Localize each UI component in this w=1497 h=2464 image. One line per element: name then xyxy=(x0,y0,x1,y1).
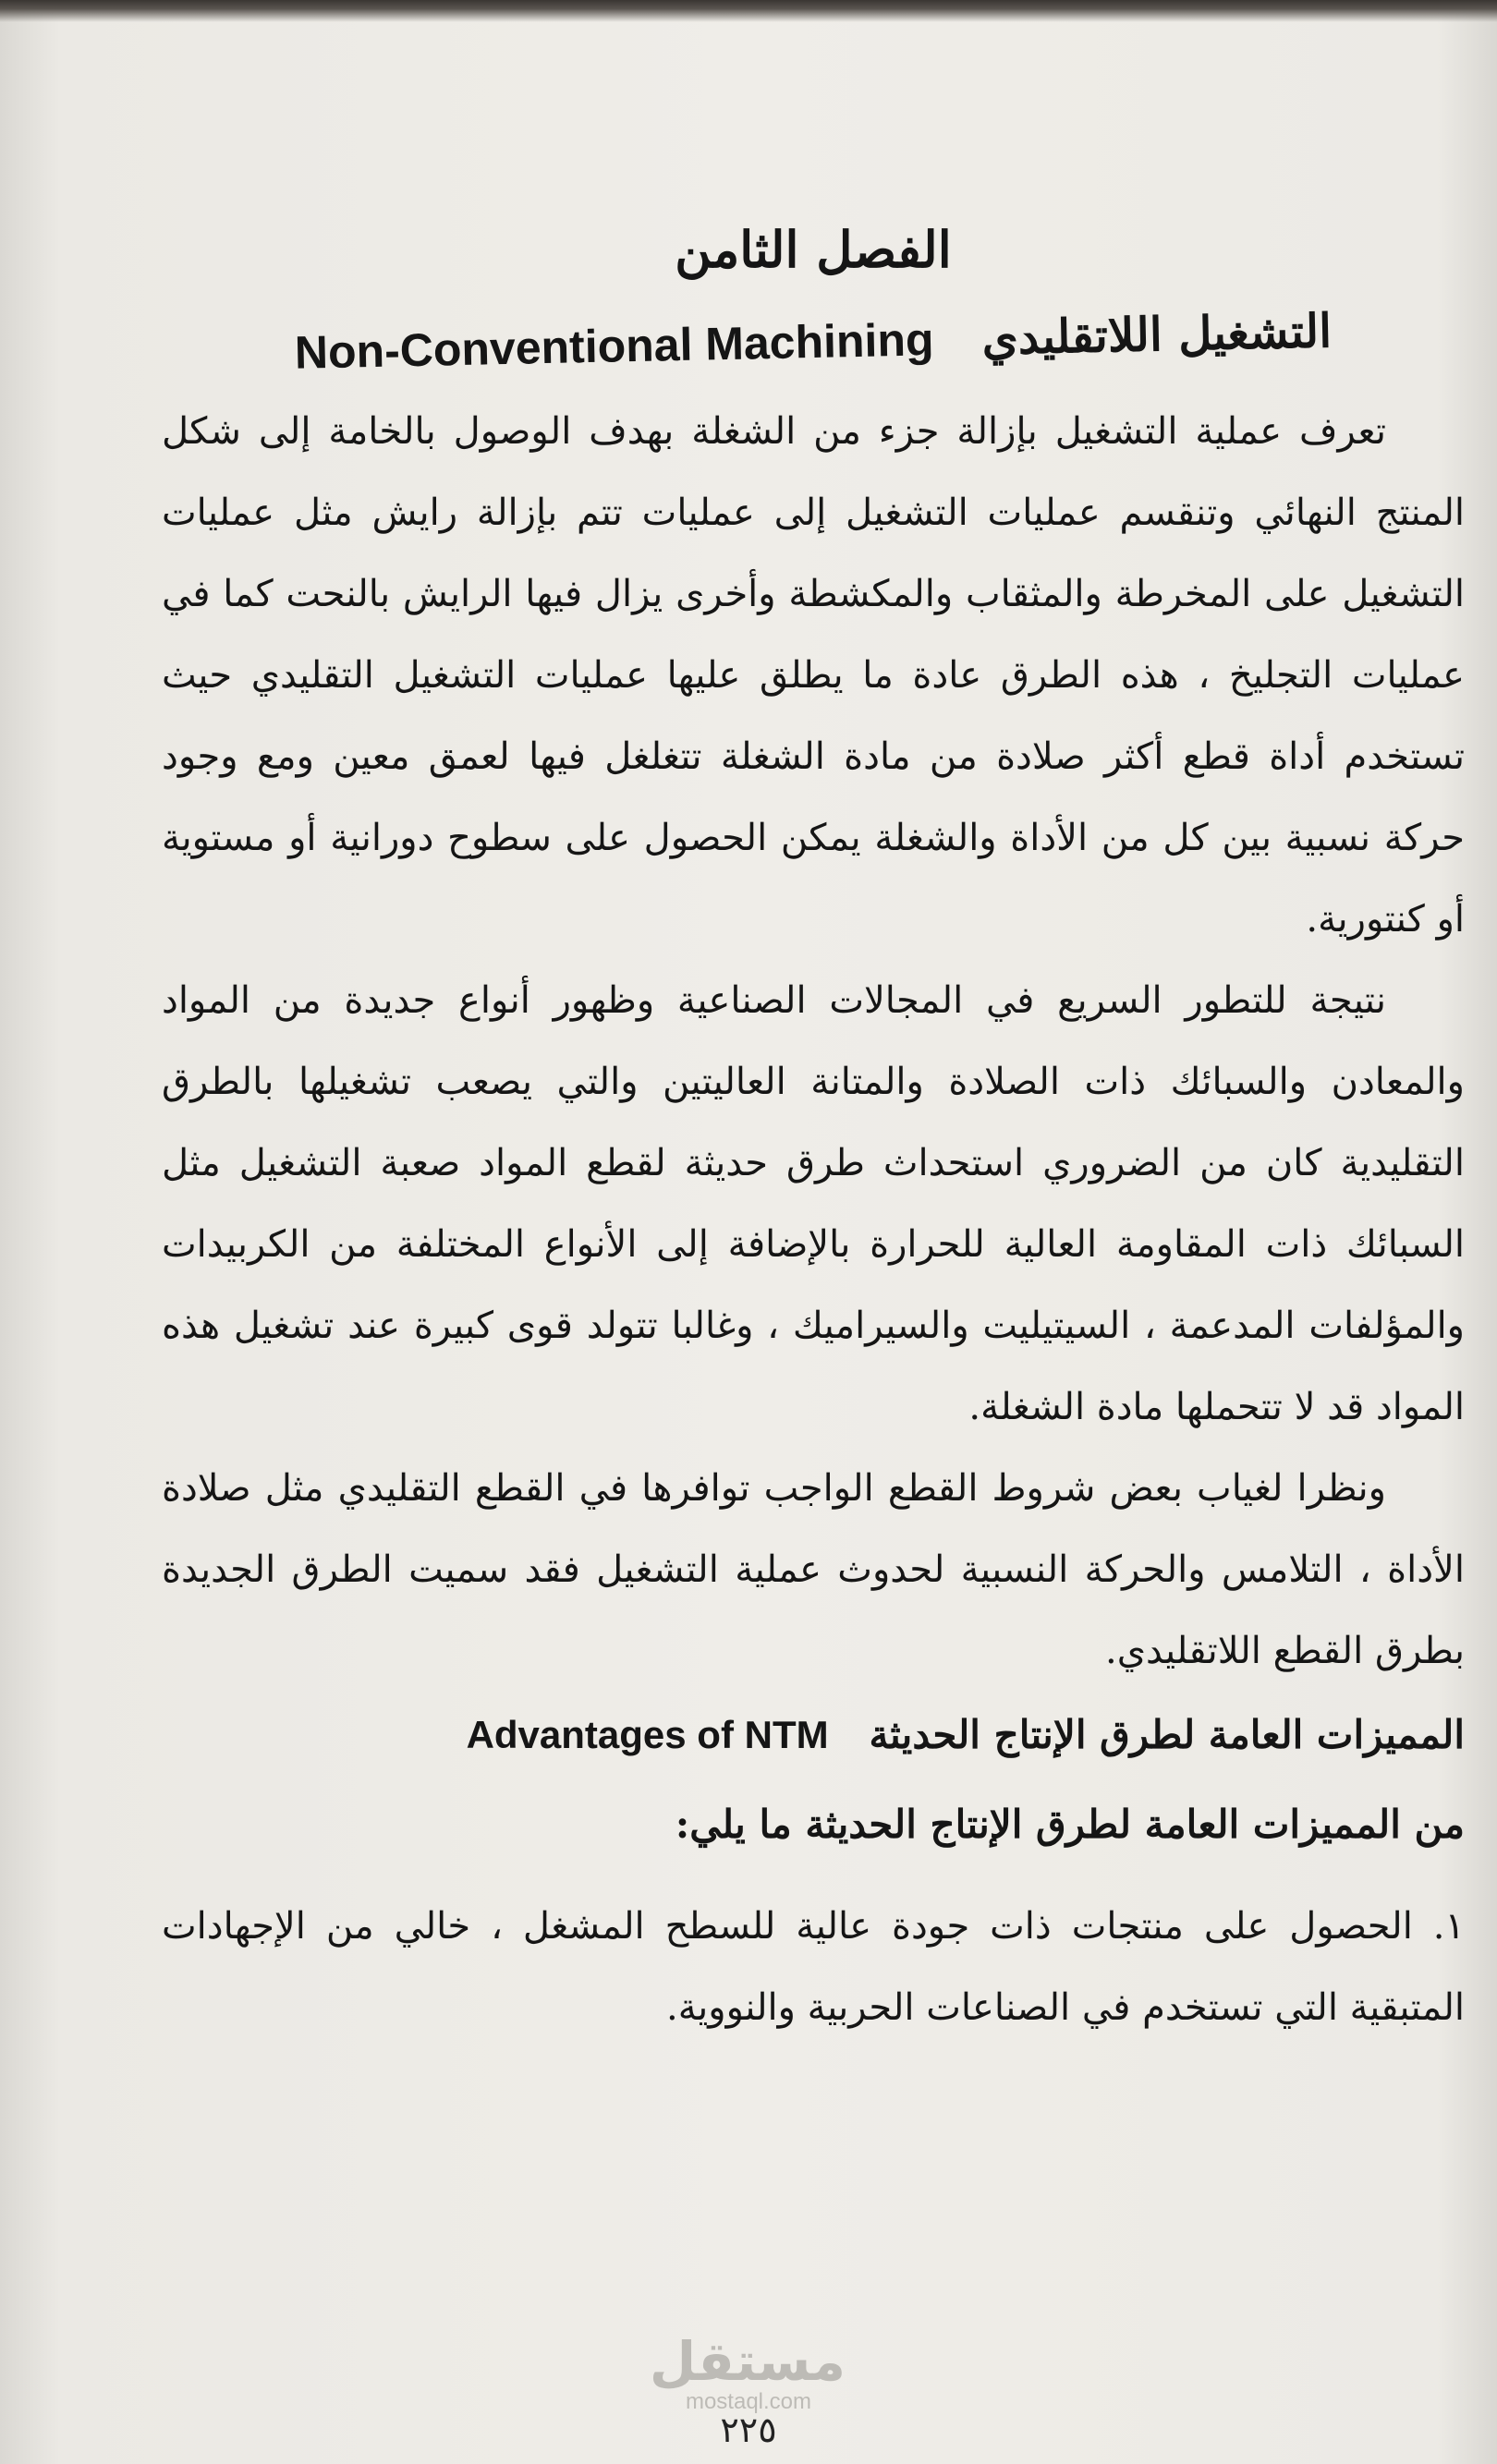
page-content xyxy=(162,217,1465,2048)
watermark xyxy=(649,2330,846,2414)
advantages-intro: من المميزات العامة لطرق الإنتاج الحديثة ما يلي: xyxy=(675,1802,1465,1847)
advantages-heading-arabic: المميزات العامة لطرق الإنتاج الحديثة xyxy=(869,1712,1465,1757)
page-top-shadow xyxy=(0,0,1497,22)
paragraph-naming: ونظرا لغياب بعض شروط القطع الواجب توافرها في القطع التقليدي مثل صلادة الأداة ، التلامس والحركة النسبية لحدوث عملية التشغيل فقد سميت الطرق الجديدة بطرق القطع اللاتقليدي. xyxy=(162,1467,1465,1672)
section-title xyxy=(161,296,1465,388)
advantages-heading xyxy=(162,1701,1465,1769)
watermark-url: mostaql.com xyxy=(685,2389,812,2414)
chapter-title: الفصل الثامن xyxy=(675,220,952,279)
list-item: ١. الحصول على منتجات ذات جودة عالية للسطح المشغل ، خالي من الإجهادات المتبقية التي تستخدم في الصناعات الحربية والنووية. xyxy=(162,1905,1465,2029)
section-title-english: Non-Conventional Machining xyxy=(294,313,935,379)
watermark-logo: مستقل xyxy=(649,2330,846,2393)
section-title-arabic: التشغيل اللاتقليدي xyxy=(981,303,1333,366)
paragraph-definition: تعرف عملية التشغيل بإزالة جزء من الشغلة بهدف الوصول بالخامة إلى شكل المنتج النهائي وتنقسم عمليات التشغيل إلى عمليات تتم بإزالة رايش مثل عمليات التشغيل على المخرطة والمثقاب والمكشطة وأخرى يزال فيها الرايش بالنحت كما في عمليات التجليخ ، هذه الطرق عادة ما يطلق عليها عمليات التشغيل التقليدي حيث تستخدم أداة قطع أكثر صلادة من مادة الشغلة تتغلغل فيها لعمق معين ومع وجود حركة نسبية بين كل من الأداة والشغلة يمكن الحصول على سطوح دورانية أو مستوية أو كنتورية. xyxy=(162,410,1465,941)
advantages-heading-english: Advantages of NTM xyxy=(466,1713,829,1756)
page-number: ٢٢٥ xyxy=(720,2409,777,2450)
paragraph-development: نتيجة للتطور السريع في المجالات الصناعية وظهور أنواع جديدة من المواد والمعادن والسبائك ذات الصلادة والمتانة العاليتين والتي يصعب تشغيلها بالطرق التقليدية كان من الضروري استحداث طرق حديثة لقطع المواد صعبة التشغيل مثل السبائك ذات المقاومة العالية للحرارة بالإضافة إلى الأنواع المختلفة من الكربيدات والمؤلفات المدعمة ، السيتيليت والسيراميك ، وغالبا تتولد قوى كبيرة عند تشغيل هذه المواد قد لا تتحملها مادة الشغلة. xyxy=(162,979,1465,1428)
